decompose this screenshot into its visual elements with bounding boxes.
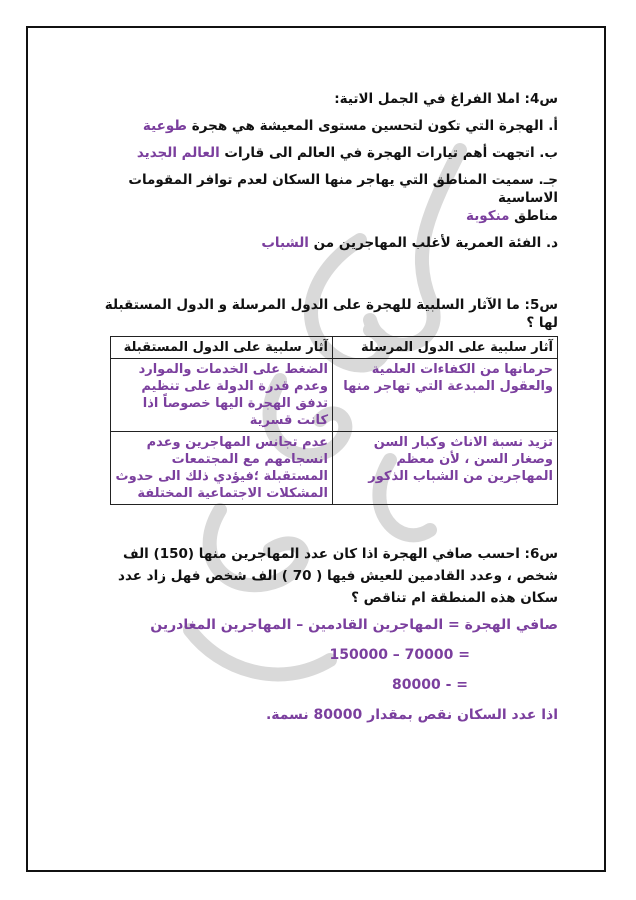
q4-item-c-text: جـ. سميت المناطق التي يهاجر منها السكان لعدم توافر المقومات الاساسية (128, 172, 558, 206)
q6-step2: 80000 - = (392, 677, 468, 693)
q5-title: س5: ما الآثار السلبية للهجرة على الدول المرسلة و الدول المستقبلة لها ؟ (104, 297, 558, 331)
header-sending: آثار سلبية على الدول المرسلة (333, 337, 558, 359)
q4-item-b-text: ب. اتجهت أهم تيارات الهجرة في العالم الى قارات (219, 145, 558, 161)
table-cell: عدم تجانس المهاجرين وعدم انسجامهم مع المجتمعات المستقبلة ؛فيؤدي ذلك الى حدوث المشكلات الاجتماعية المختلفة (111, 432, 333, 505)
q4-item-a-text: أ. الهجرة التي تكون لتحسين مستوى المعيشة هي هجرة (187, 118, 558, 134)
q6-formula: صافي الهجرة = المهاجرين القادمين – المهاجرين المغادرين (150, 617, 558, 633)
table-row (111, 432, 558, 505)
q4-title: س4: املا الفراغ في الجمل الاتية: (334, 91, 558, 107)
table-header-row (111, 337, 558, 359)
q4-item-a (92, 117, 558, 135)
q4-item-b (92, 144, 558, 162)
header-receiving: آثار سلبية على الدول المستقبلة (111, 337, 333, 359)
q4-item-a-answer: طوعية (142, 118, 188, 134)
table-cell: تزيد نسبة الاناث وكبار السن وصغار السن ، لأن معظم المهاجرين من الشباب الذكور (333, 432, 558, 505)
q6-step1: 150000 – 70000 = (329, 647, 470, 663)
q6-conclusion: اذا عدد السكان نقص بمقدار 80000 نسمة. (265, 707, 558, 723)
q4-item-c-answer: منكوبة (466, 208, 510, 224)
q4-item-c (92, 171, 558, 225)
worksheet-content (92, 88, 558, 723)
q4-item-d-answer: الشباب (261, 235, 309, 251)
q4-item-d-text: د. الفئة العمرية لأغلب المهاجرين من (308, 235, 558, 251)
q4-item-b-answer: العالم الجديد (136, 145, 220, 161)
q4-item-d (92, 234, 558, 252)
effects-table (110, 336, 558, 505)
table-cell: الضغط على الخدمات والموارد وعدم قدرة الدولة على تنظيم تدفق الهجرة اليها خصوصاً اذا كانت قسرية (111, 359, 333, 432)
table-cell: حرمانها من الكفاءات العلمية والعقول المبدعة التي تهاجر منها (333, 359, 558, 432)
q4-item-c-text2: مناطق (509, 208, 558, 224)
table-row (111, 359, 558, 432)
q6-question: س6: احسب صافي الهجرة اذا كان عدد المهاجرين منها (150) الف شخص ، وعدد القادمين للعيش فيها ( 70 ) الف شخص فهل زاد عدد سكان هذه المنطقة ام تناقص ؟ (118, 546, 558, 606)
